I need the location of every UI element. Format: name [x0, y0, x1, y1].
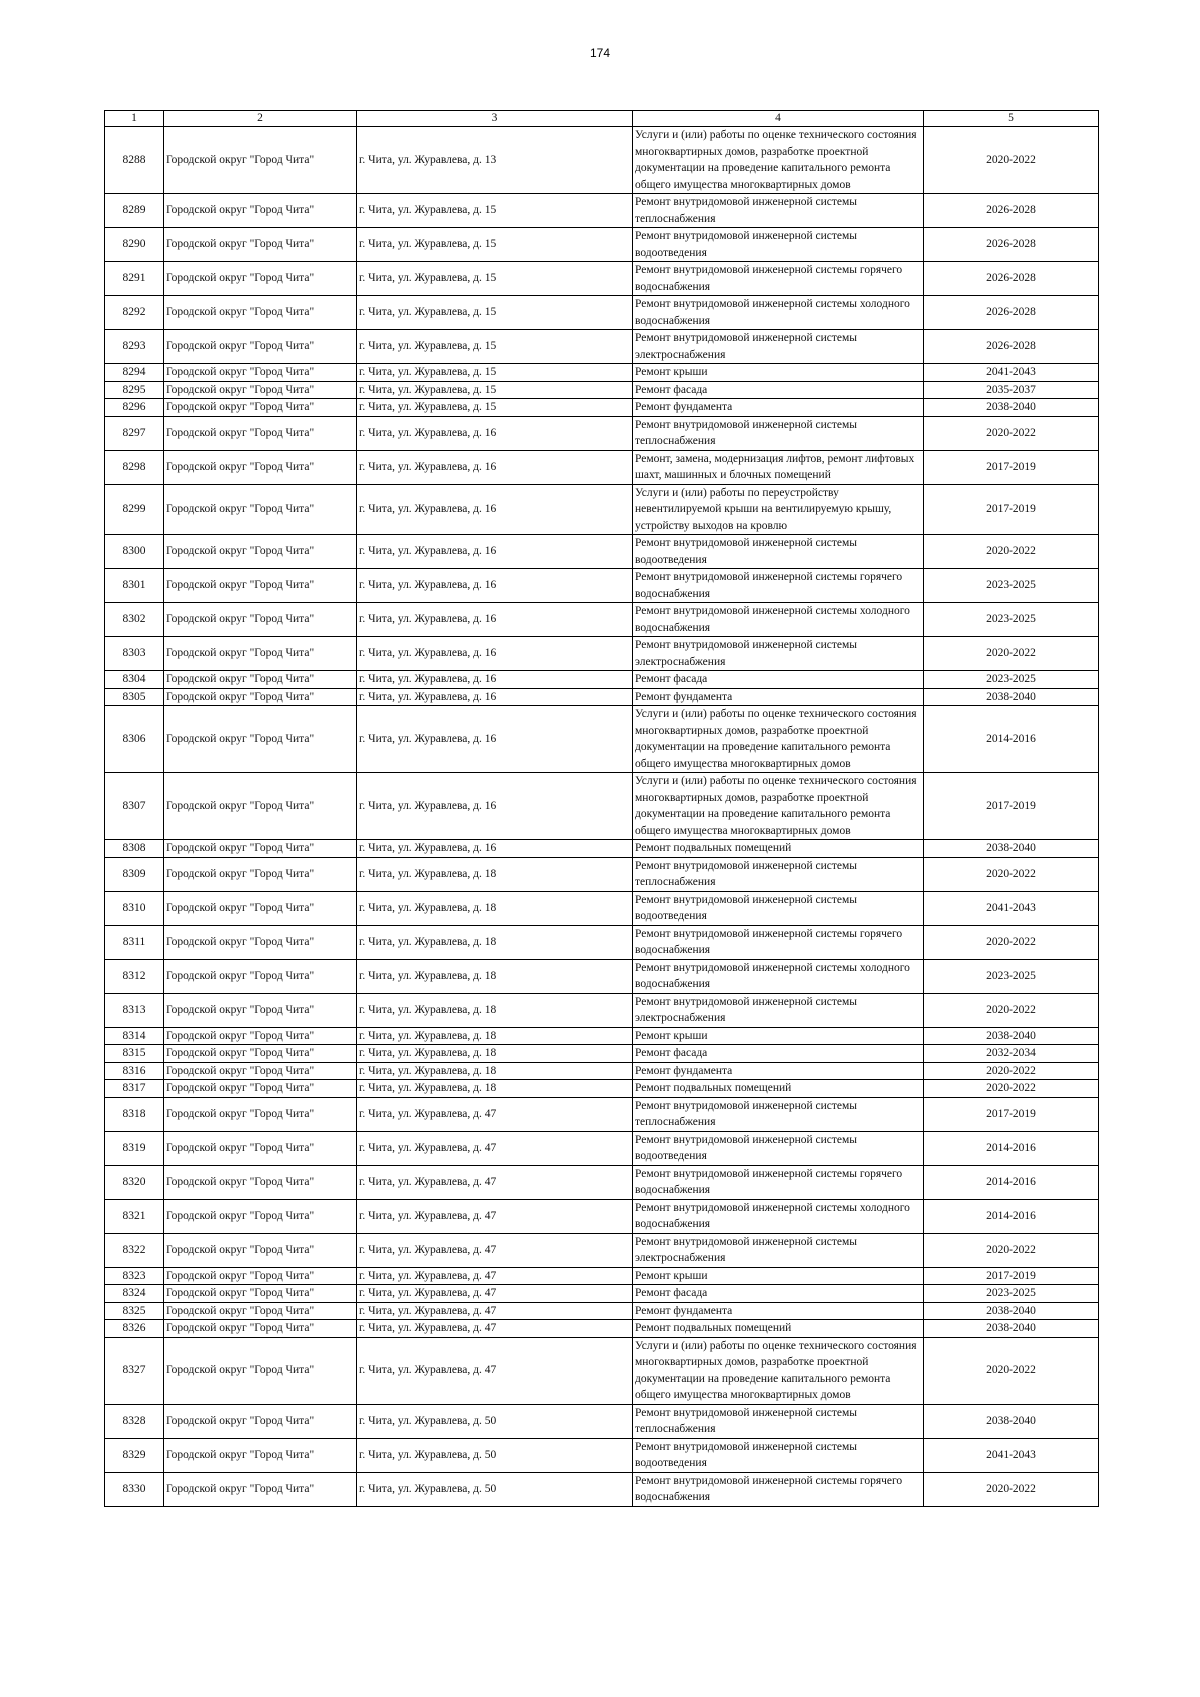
planned-period: 2017-2019 — [924, 1267, 1099, 1285]
row-number: 8306 — [105, 706, 164, 773]
column-header: 1 — [105, 111, 164, 127]
work-type: Ремонт внутридомовой инженерной системы горячего водоснабжения — [633, 1165, 924, 1199]
planned-period: 2014-2016 — [924, 1131, 1099, 1165]
planned-period: 2020-2022 — [924, 857, 1099, 891]
planned-period: 2020-2022 — [924, 993, 1099, 1027]
row-number: 8322 — [105, 1233, 164, 1267]
work-type: Ремонт фасада — [633, 1045, 924, 1063]
work-type: Ремонт внутридомовой инженерной системы водоотведения — [633, 1438, 924, 1472]
address: г. Чита, ул. Журавлева, д. 50 — [357, 1438, 633, 1472]
row-number: 8304 — [105, 671, 164, 689]
work-type: Ремонт внутридомовой инженерной системы горячего водоснабжения — [633, 262, 924, 296]
row-number: 8315 — [105, 1045, 164, 1063]
work-type: Ремонт внутридомовой инженерной системы холодного водоснабжения — [633, 296, 924, 330]
table-row — [105, 840, 1099, 858]
row-number: 8291 — [105, 262, 164, 296]
work-type: Ремонт внутридомовой инженерной системы холодного водоснабжения — [633, 1199, 924, 1233]
municipality: Городской округ "Город Чита" — [164, 773, 357, 840]
planned-period: 2014-2016 — [924, 1165, 1099, 1199]
row-number: 8301 — [105, 569, 164, 603]
work-type: Ремонт фасада — [633, 381, 924, 399]
work-type: Ремонт внутридомовой инженерной системы теплоснабжения — [633, 1097, 924, 1131]
planned-period: 2041-2043 — [924, 1438, 1099, 1472]
table-row — [105, 1062, 1099, 1080]
table-row — [105, 330, 1099, 364]
work-type: Услуги и (или) работы по переустройству невентилируемой крыши на вентилируемую крышу, устройству выходов на кровлю — [633, 484, 924, 535]
work-type: Ремонт, замена, модернизация лифтов, ремонт лифтовых шахт, машинных и блочных помещений — [633, 450, 924, 484]
planned-period: 2020-2022 — [924, 127, 1099, 194]
work-type: Услуги и (или) работы по оценке технического состояния многоквартирных домов, разработке проектной документации на проведение капитального ремонта общего имущества многоквартирных домов — [633, 706, 924, 773]
row-number: 8329 — [105, 1438, 164, 1472]
planned-period: 2038-2040 — [924, 399, 1099, 417]
address: г. Чита, ул. Журавлева, д. 16 — [357, 773, 633, 840]
address: г. Чита, ул. Журавлева, д. 16 — [357, 706, 633, 773]
address: г. Чита, ул. Журавлева, д. 47 — [357, 1165, 633, 1199]
work-type: Ремонт крыши — [633, 1027, 924, 1045]
row-number: 8316 — [105, 1062, 164, 1080]
work-type: Ремонт внутридомовой инженерной системы теплоснабжения — [633, 1404, 924, 1438]
address: г. Чита, ул. Журавлева, д. 16 — [357, 603, 633, 637]
municipality: Городской округ "Город Чита" — [164, 1337, 357, 1404]
municipality: Городской округ "Город Чита" — [164, 959, 357, 993]
planned-period: 2023-2025 — [924, 603, 1099, 637]
address: г. Чита, ул. Журавлева, д. 15 — [357, 194, 633, 228]
planned-period: 2038-2040 — [924, 688, 1099, 706]
table-row — [105, 416, 1099, 450]
column-header: 4 — [633, 111, 924, 127]
address: г. Чита, ул. Журавлева, д. 16 — [357, 569, 633, 603]
row-number: 8296 — [105, 399, 164, 417]
row-number: 8295 — [105, 381, 164, 399]
address: г. Чита, ул. Журавлева, д. 18 — [357, 959, 633, 993]
planned-period: 2038-2040 — [924, 1320, 1099, 1338]
planned-period: 2038-2040 — [924, 1027, 1099, 1045]
work-type: Ремонт внутридомовой инженерной системы электроснабжения — [633, 1233, 924, 1267]
municipality: Городской округ "Город Чита" — [164, 569, 357, 603]
table-row — [105, 484, 1099, 535]
planned-period: 2014-2016 — [924, 1199, 1099, 1233]
address: г. Чита, ул. Журавлева, д. 50 — [357, 1404, 633, 1438]
work-type: Ремонт внутридомовой инженерной системы холодного водоснабжения — [633, 603, 924, 637]
table-row — [105, 569, 1099, 603]
municipality: Городской округ "Город Чита" — [164, 706, 357, 773]
planned-period: 2014-2016 — [924, 706, 1099, 773]
address: г. Чита, ул. Журавлева, д. 16 — [357, 671, 633, 689]
municipality: Городской округ "Город Чита" — [164, 1062, 357, 1080]
row-number: 8318 — [105, 1097, 164, 1131]
column-header: 3 — [357, 111, 633, 127]
address: г. Чита, ул. Журавлева, д. 16 — [357, 450, 633, 484]
row-number: 8330 — [105, 1472, 164, 1506]
table-row — [105, 262, 1099, 296]
address: г. Чита, ул. Журавлева, д. 16 — [357, 484, 633, 535]
address: г. Чита, ул. Журавлева, д. 47 — [357, 1285, 633, 1303]
address: г. Чита, ул. Журавлева, д. 15 — [357, 296, 633, 330]
planned-period: 2020-2022 — [924, 1080, 1099, 1098]
table-row — [105, 688, 1099, 706]
work-type: Ремонт внутридомовой инженерной системы водоотведения — [633, 228, 924, 262]
table-body — [105, 127, 1099, 1507]
municipality: Городской округ "Город Чита" — [164, 127, 357, 194]
table-row — [105, 891, 1099, 925]
table-row — [105, 773, 1099, 840]
municipality: Городской округ "Город Чита" — [164, 416, 357, 450]
address: г. Чита, ул. Журавлева, д. 15 — [357, 381, 633, 399]
table-row — [105, 1097, 1099, 1131]
repair-schedule-table — [104, 110, 1099, 1507]
row-number: 8323 — [105, 1267, 164, 1285]
work-type: Ремонт внутридомовой инженерной системы холодного водоснабжения — [633, 959, 924, 993]
planned-period: 2017-2019 — [924, 484, 1099, 535]
table-row — [105, 671, 1099, 689]
municipality: Городской округ "Город Чита" — [164, 1320, 357, 1338]
table-row — [105, 450, 1099, 484]
row-number: 8299 — [105, 484, 164, 535]
work-type: Ремонт фундамента — [633, 1062, 924, 1080]
planned-period: 2017-2019 — [924, 773, 1099, 840]
row-number: 8302 — [105, 603, 164, 637]
address: г. Чита, ул. Журавлева, д. 47 — [357, 1337, 633, 1404]
planned-period: 2020-2022 — [924, 535, 1099, 569]
municipality: Городской округ "Город Чита" — [164, 1027, 357, 1045]
planned-period: 2020-2022 — [924, 416, 1099, 450]
work-type: Услуги и (или) работы по оценке технического состояния многоквартирных домов, разработке проектной документации на проведение капитального ремонта общего имущества многоквартирных домов — [633, 127, 924, 194]
planned-period: 2023-2025 — [924, 671, 1099, 689]
work-type: Ремонт внутридомовой инженерной системы теплоснабжения — [633, 857, 924, 891]
table-row — [105, 399, 1099, 417]
row-number: 8297 — [105, 416, 164, 450]
address: г. Чита, ул. Журавлева, д. 18 — [357, 1062, 633, 1080]
row-number: 8325 — [105, 1302, 164, 1320]
address: г. Чита, ул. Журавлева, д. 47 — [357, 1233, 633, 1267]
work-type: Ремонт подвальных помещений — [633, 840, 924, 858]
address: г. Чита, ул. Журавлева, д. 15 — [357, 262, 633, 296]
address: г. Чита, ул. Журавлева, д. 13 — [357, 127, 633, 194]
planned-period: 2017-2019 — [924, 1097, 1099, 1131]
work-type: Ремонт внутридомовой инженерной системы водоотведения — [633, 891, 924, 925]
table-row — [105, 706, 1099, 773]
address: г. Чита, ул. Журавлева, д. 18 — [357, 891, 633, 925]
planned-period: 2020-2022 — [924, 1337, 1099, 1404]
municipality: Городской округ "Город Чита" — [164, 857, 357, 891]
municipality: Городской округ "Город Чита" — [164, 603, 357, 637]
municipality: Городской округ "Город Чита" — [164, 450, 357, 484]
municipality: Городской округ "Город Чита" — [164, 1131, 357, 1165]
municipality: Городской округ "Город Чита" — [164, 535, 357, 569]
table-row — [105, 1320, 1099, 1338]
municipality: Городской округ "Город Чита" — [164, 1472, 357, 1506]
municipality: Городской округ "Город Чита" — [164, 1285, 357, 1303]
table-row — [105, 296, 1099, 330]
planned-period: 2020-2022 — [924, 1233, 1099, 1267]
planned-period: 2026-2028 — [924, 194, 1099, 228]
row-number: 8289 — [105, 194, 164, 228]
planned-period: 2023-2025 — [924, 1285, 1099, 1303]
address: г. Чита, ул. Журавлева, д. 18 — [357, 857, 633, 891]
work-type: Ремонт фасада — [633, 1285, 924, 1303]
planned-period: 2017-2019 — [924, 450, 1099, 484]
table-row — [105, 603, 1099, 637]
address: г. Чита, ул. Журавлева, д. 16 — [357, 535, 633, 569]
row-number: 8294 — [105, 364, 164, 382]
column-number-row — [105, 111, 1099, 127]
work-type: Ремонт фундамента — [633, 1302, 924, 1320]
work-type: Ремонт внутридомовой инженерной системы горячего водоснабжения — [633, 925, 924, 959]
table-row — [105, 1404, 1099, 1438]
table-row — [105, 364, 1099, 382]
table-row — [105, 1472, 1099, 1506]
table-row — [105, 535, 1099, 569]
planned-period: 2020-2022 — [924, 925, 1099, 959]
table-row — [105, 1165, 1099, 1199]
table-row — [105, 925, 1099, 959]
municipality: Городской округ "Город Чита" — [164, 399, 357, 417]
work-type: Ремонт подвальных помещений — [633, 1320, 924, 1338]
planned-period: 2041-2043 — [924, 891, 1099, 925]
address: г. Чита, ул. Журавлева, д. 50 — [357, 1472, 633, 1506]
address: г. Чита, ул. Журавлева, д. 47 — [357, 1097, 633, 1131]
work-type: Ремонт фундамента — [633, 688, 924, 706]
table-row — [105, 194, 1099, 228]
row-number: 8305 — [105, 688, 164, 706]
work-type: Ремонт внутридомовой инженерной системы теплоснабжения — [633, 416, 924, 450]
row-number: 8319 — [105, 1131, 164, 1165]
municipality: Городской округ "Город Чита" — [164, 364, 357, 382]
address: г. Чита, ул. Журавлева, д. 16 — [357, 688, 633, 706]
planned-period: 2032-2034 — [924, 1045, 1099, 1063]
row-number: 8313 — [105, 993, 164, 1027]
address: г. Чита, ул. Журавлева, д. 16 — [357, 416, 633, 450]
municipality: Городской округ "Город Чита" — [164, 194, 357, 228]
municipality: Городской округ "Город Чита" — [164, 1233, 357, 1267]
address: г. Чита, ул. Журавлева, д. 47 — [357, 1267, 633, 1285]
address: г. Чита, ул. Журавлева, д. 47 — [357, 1199, 633, 1233]
municipality: Городской округ "Город Чита" — [164, 993, 357, 1027]
planned-period: 2026-2028 — [924, 228, 1099, 262]
work-type: Ремонт крыши — [633, 1267, 924, 1285]
row-number: 8321 — [105, 1199, 164, 1233]
planned-period: 2020-2022 — [924, 1472, 1099, 1506]
municipality: Городской округ "Город Чита" — [164, 1267, 357, 1285]
address: г. Чита, ул. Журавлева, д. 16 — [357, 840, 633, 858]
row-number: 8300 — [105, 535, 164, 569]
municipality: Городской округ "Город Чита" — [164, 671, 357, 689]
row-number: 8310 — [105, 891, 164, 925]
row-number: 8314 — [105, 1027, 164, 1045]
work-type: Ремонт внутридомовой инженерной системы водоотведения — [633, 535, 924, 569]
column-header: 2 — [164, 111, 357, 127]
table-row — [105, 381, 1099, 399]
address: г. Чита, ул. Журавлева, д. 18 — [357, 1027, 633, 1045]
work-type: Услуги и (или) работы по оценке технического состояния многоквартирных домов, разработке проектной документации на проведение капитального ремонта общего имущества многоквартирных домов — [633, 1337, 924, 1404]
planned-period: 2020-2022 — [924, 637, 1099, 671]
table-row — [105, 1233, 1099, 1267]
municipality: Городской округ "Город Чита" — [164, 484, 357, 535]
municipality: Городской округ "Город Чита" — [164, 1438, 357, 1472]
table-row — [105, 127, 1099, 194]
work-type: Ремонт крыши — [633, 364, 924, 382]
column-header: 5 — [924, 111, 1099, 127]
address: г. Чита, ул. Журавлева, д. 15 — [357, 330, 633, 364]
table-row — [105, 228, 1099, 262]
planned-period: 2038-2040 — [924, 1404, 1099, 1438]
table-row — [105, 1080, 1099, 1098]
table-row — [105, 637, 1099, 671]
row-number: 8288 — [105, 127, 164, 194]
row-number: 8293 — [105, 330, 164, 364]
row-number: 8320 — [105, 1165, 164, 1199]
work-type: Ремонт подвальных помещений — [633, 1080, 924, 1098]
row-number: 8312 — [105, 959, 164, 993]
address: г. Чита, ул. Журавлева, д. 47 — [357, 1131, 633, 1165]
row-number: 8327 — [105, 1337, 164, 1404]
municipality: Городской округ "Город Чита" — [164, 1199, 357, 1233]
municipality: Городской округ "Город Чита" — [164, 228, 357, 262]
work-type: Ремонт внутридомовой инженерной системы электроснабжения — [633, 993, 924, 1027]
table-row — [105, 857, 1099, 891]
address: г. Чита, ул. Журавлева, д. 18 — [357, 1045, 633, 1063]
municipality: Городской округ "Город Чита" — [164, 1080, 357, 1098]
table-row — [105, 1285, 1099, 1303]
table-row — [105, 1045, 1099, 1063]
municipality: Городской округ "Город Чита" — [164, 381, 357, 399]
row-number: 8311 — [105, 925, 164, 959]
table-row — [105, 993, 1099, 1027]
row-number: 8290 — [105, 228, 164, 262]
row-number: 8324 — [105, 1285, 164, 1303]
planned-period: 2038-2040 — [924, 840, 1099, 858]
table-row — [105, 1267, 1099, 1285]
work-type: Ремонт фундамента — [633, 399, 924, 417]
planned-period: 2026-2028 — [924, 262, 1099, 296]
table-row — [105, 1027, 1099, 1045]
work-type: Ремонт внутридомовой инженерной системы теплоснабжения — [633, 194, 924, 228]
row-number: 8317 — [105, 1080, 164, 1098]
work-type: Ремонт внутридомовой инженерной системы горячего водоснабжения — [633, 1472, 924, 1506]
row-number: 8292 — [105, 296, 164, 330]
table-row — [105, 1131, 1099, 1165]
work-type: Ремонт фасада — [633, 671, 924, 689]
table-row — [105, 1438, 1099, 1472]
work-type: Ремонт внутридомовой инженерной системы электроснабжения — [633, 330, 924, 364]
row-number: 8326 — [105, 1320, 164, 1338]
address: г. Чита, ул. Журавлева, д. 47 — [357, 1302, 633, 1320]
work-type: Ремонт внутридомовой инженерной системы электроснабжения — [633, 637, 924, 671]
municipality: Городской округ "Город Чита" — [164, 637, 357, 671]
municipality: Городской округ "Город Чита" — [164, 1165, 357, 1199]
row-number: 8308 — [105, 840, 164, 858]
address: г. Чита, ул. Журавлева, д. 18 — [357, 1080, 633, 1098]
planned-period: 2038-2040 — [924, 1302, 1099, 1320]
address: г. Чита, ул. Журавлева, д. 15 — [357, 399, 633, 417]
planned-period: 2026-2028 — [924, 296, 1099, 330]
table-row — [105, 1337, 1099, 1404]
planned-period: 2023-2025 — [924, 569, 1099, 603]
work-type: Услуги и (или) работы по оценке технического состояния многоквартирных домов, разработке проектной документации на проведение капитального ремонта общего имущества многоквартирных домов — [633, 773, 924, 840]
row-number: 8309 — [105, 857, 164, 891]
planned-period: 2023-2025 — [924, 959, 1099, 993]
work-type: Ремонт внутридомовой инженерной системы горячего водоснабжения — [633, 569, 924, 603]
address: г. Чита, ул. Журавлева, д. 16 — [357, 637, 633, 671]
municipality: Городской округ "Город Чита" — [164, 891, 357, 925]
municipality: Городской округ "Город Чита" — [164, 296, 357, 330]
planned-period: 2041-2043 — [924, 364, 1099, 382]
municipality: Городской округ "Город Чита" — [164, 1097, 357, 1131]
row-number: 8307 — [105, 773, 164, 840]
row-number: 8328 — [105, 1404, 164, 1438]
municipality: Городской округ "Город Чита" — [164, 330, 357, 364]
table-row — [105, 1302, 1099, 1320]
address: г. Чита, ул. Журавлева, д. 47 — [357, 1320, 633, 1338]
municipality: Городской округ "Город Чита" — [164, 262, 357, 296]
address: г. Чита, ул. Журавлева, д. 18 — [357, 993, 633, 1027]
municipality: Городской округ "Город Чита" — [164, 688, 357, 706]
row-number: 8298 — [105, 450, 164, 484]
municipality: Городской округ "Город Чита" — [164, 1404, 357, 1438]
table-row — [105, 959, 1099, 993]
address: г. Чита, ул. Журавлева, д. 15 — [357, 228, 633, 262]
municipality: Городской округ "Город Чита" — [164, 840, 357, 858]
table-row — [105, 1199, 1099, 1233]
municipality: Городской округ "Город Чита" — [164, 1045, 357, 1063]
address: г. Чита, ул. Журавлева, д. 18 — [357, 925, 633, 959]
work-type: Ремонт внутридомовой инженерной системы водоотведения — [633, 1131, 924, 1165]
municipality: Городской округ "Город Чита" — [164, 925, 357, 959]
address: г. Чита, ул. Журавлева, д. 15 — [357, 364, 633, 382]
page-number: 174 — [589, 46, 611, 60]
municipality: Городской округ "Город Чита" — [164, 1302, 357, 1320]
planned-period: 2026-2028 — [924, 330, 1099, 364]
row-number: 8303 — [105, 637, 164, 671]
planned-period: 2035-2037 — [924, 381, 1099, 399]
planned-period: 2020-2022 — [924, 1062, 1099, 1080]
